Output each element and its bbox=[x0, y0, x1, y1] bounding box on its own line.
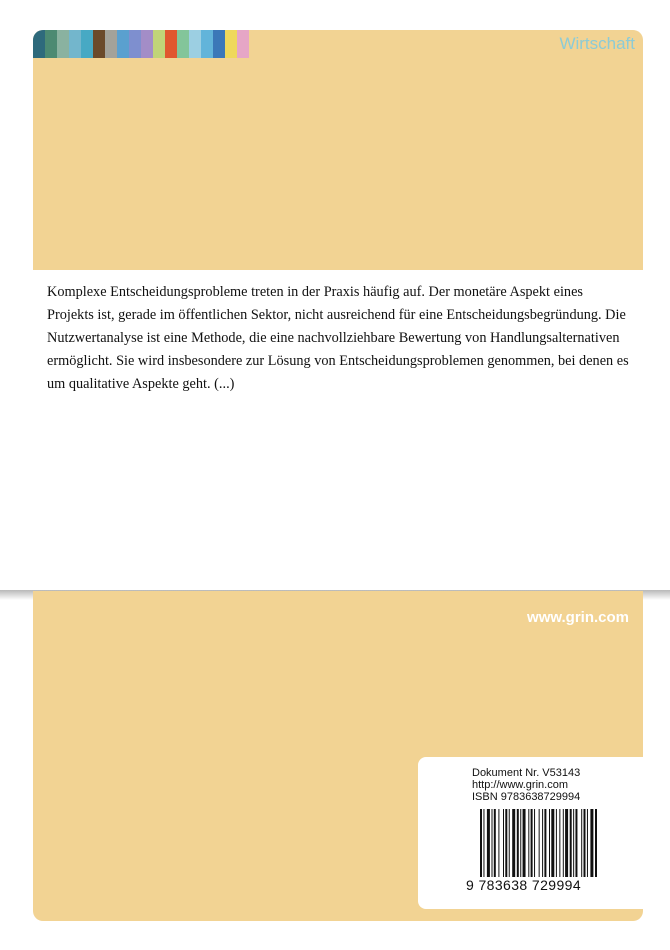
publisher-url: http://www.grin.com bbox=[472, 779, 568, 791]
isbn-box bbox=[418, 757, 643, 909]
color-stripes bbox=[33, 30, 249, 58]
color-stripe bbox=[45, 30, 57, 58]
color-stripe bbox=[105, 30, 117, 58]
color-stripe bbox=[153, 30, 165, 58]
color-stripe bbox=[189, 30, 201, 58]
cover-bottom-panel bbox=[33, 591, 643, 921]
color-stripe bbox=[237, 30, 249, 58]
color-stripe bbox=[213, 30, 225, 58]
category-label: Wirtschaft bbox=[559, 34, 635, 53]
color-stripe bbox=[69, 30, 81, 58]
color-stripe bbox=[201, 30, 213, 58]
color-stripe bbox=[165, 30, 177, 58]
color-stripe bbox=[129, 30, 141, 58]
cover-top-panel bbox=[33, 30, 643, 270]
color-stripe bbox=[57, 30, 69, 58]
document-number: Dokument Nr. V53143 bbox=[472, 767, 581, 779]
blurb-text: Komplexe Entscheidungsprobleme treten in der Praxis häufig auf. Der monetäre Aspekt eines Projekts ist, gerade im öffentlichen Sektor, nicht ausreichend für eine Entscheidungsbegründung. Die Nutzwertanalyse ist eine Methode, die eine nachvollziehbare Bewertung von Handlungsalternativen ermöglicht. Sie wird insbesondere zur Lösung von Entscheidungsproblemen genommen, bei denen es um qualitative Aspekte geht. (...) bbox=[47, 284, 629, 392]
color-stripe bbox=[81, 30, 93, 58]
website-link[interactable]: www.grin.com bbox=[527, 609, 629, 626]
isbn-label: ISBN 9783638729994 bbox=[472, 791, 581, 803]
color-stripe bbox=[225, 30, 237, 58]
color-stripe bbox=[177, 30, 189, 58]
barcode-digits: 9 783638 729994 bbox=[466, 877, 581, 893]
barcode bbox=[480, 809, 630, 877]
color-stripe bbox=[117, 30, 129, 58]
color-stripe bbox=[33, 30, 45, 58]
color-stripe bbox=[93, 30, 105, 58]
color-stripe bbox=[141, 30, 153, 58]
